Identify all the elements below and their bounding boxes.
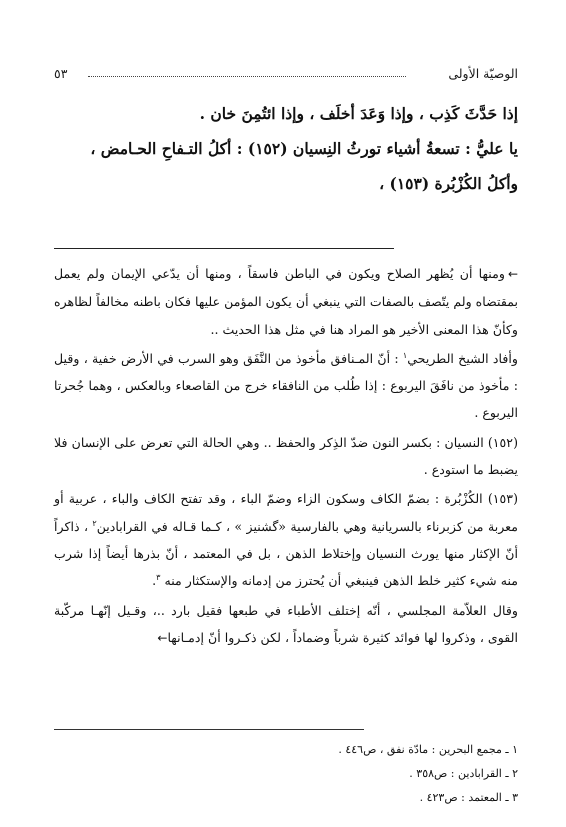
commentary-text: (١٥٣) الكُزْبُرة : بضمّ الكاف وسكون الزاء وضمّ الباء ، وقد تفتح الكاف والباء ، عربية أو معربة من كزبرناء بالسريانية وهي بالفارسية «گشنيز » ، كـما قـاله في القرابادين [54, 491, 518, 534]
book-page [54, 58, 518, 804]
commentary-text: ومنها أن يُظهر الصلاح ويكون في الباطن فاسقاً ، ومنها أن يدّعي الإيمان ولم يعمل بمقتضاه ولم يتّصف بالصفات التي ينبغي أن يكون المؤمن عليها فكان باطنه مخالفاً لظاهره وكأنّ هذا المعنى الأخير هو المراد هنا في مثل هذا الحديث .. [54, 266, 518, 337]
commentary-text: . [152, 573, 157, 589]
footnote: ١ ـ مجمع البحرين : مادّة نفق ، ص٤٤٦ . [338, 743, 518, 756]
page-number: ٥٣ [54, 66, 68, 81]
commentary [54, 260, 518, 652]
commentary-paragraph [54, 260, 518, 343]
main-text-line: إذا حَدَّثَ كَذِب ، وإذا وَعَدَ أخلَف ، وإذا ائتُمِنَ خان . [199, 104, 518, 123]
running-header [54, 64, 518, 84]
footnote: ٣ ـ المعتمد : ص٤٢٣ . [419, 791, 518, 804]
header-dot-leader [88, 76, 406, 77]
text-commentary-divider [54, 248, 394, 249]
commentary-text: : أنّ المـنافق مأخوذ من النَّفَق وهو السرب في الأرض خفية ، وقيل : مأخوذ من نافَقَ اليربوع : إذا طُلب من النافقاء خرج من القاصعاء وبالعكس ، وهما جُحرتا اليربوع . [54, 350, 518, 421]
commentary-text: ، ذاكراً أنّ الإكثار منها يورث النسيان وإختلاط الذهن ، بل في المعتمد ، أنّ بذرها أيضاً إذا شرب منه شيء كثير خلط الذهن فينبغي أن يُحترز من إدمانه والإستكثار منه [54, 518, 518, 589]
commentary-text: (١٥٢) النسيان : بكسر النون ضدّ الذِكر والحفظ .. وهي الحالة التي تعرض على الإنسان فلا يضبط ما استودع . [54, 434, 518, 478]
footnote-ref: ٢ [92, 518, 97, 528]
commentary-paragraph [54, 597, 518, 653]
main-text-line: يا عليُّ : تسعةُ أشياء تورثُ النِسيان (١٥٢) : أكلُ التـفاحِ الحـامض ، [90, 139, 518, 158]
commentary-text: وقال العلاّمة المجلسي ، أنّه إختلف الأطباء في طبعها فقيل بارد ..، وقـيل إنّهـا مركّبة القوى ، وذكروا لها فوائد كثيرة شرباً وضماداً ، لكن ذكـروا أنّ إدمـانها [54, 602, 518, 645]
footnote-divider [54, 729, 364, 730]
running-title: الوصيّة الأولى [448, 66, 518, 81]
continuation-arrow-icon: ← [507, 267, 518, 281]
footnote: ٢ ـ القرابادين : ص٣٥٨ . [409, 767, 518, 780]
commentary-text: وأفاد الشيخ الطريحي [407, 350, 518, 366]
main-text-line: وأكلُ الكُزْبُرة (١٥٣) ، [379, 174, 518, 193]
commentary-paragraph [54, 485, 518, 594]
footnote-ref: ١ [402, 350, 408, 360]
commentary-paragraph [54, 429, 518, 484]
continuation-arrow-icon: ← [157, 630, 168, 645]
footnote-ref: ٣ [156, 573, 161, 583]
main-text [54, 96, 518, 201]
footnotes [54, 738, 518, 810]
commentary-paragraph [54, 345, 518, 427]
